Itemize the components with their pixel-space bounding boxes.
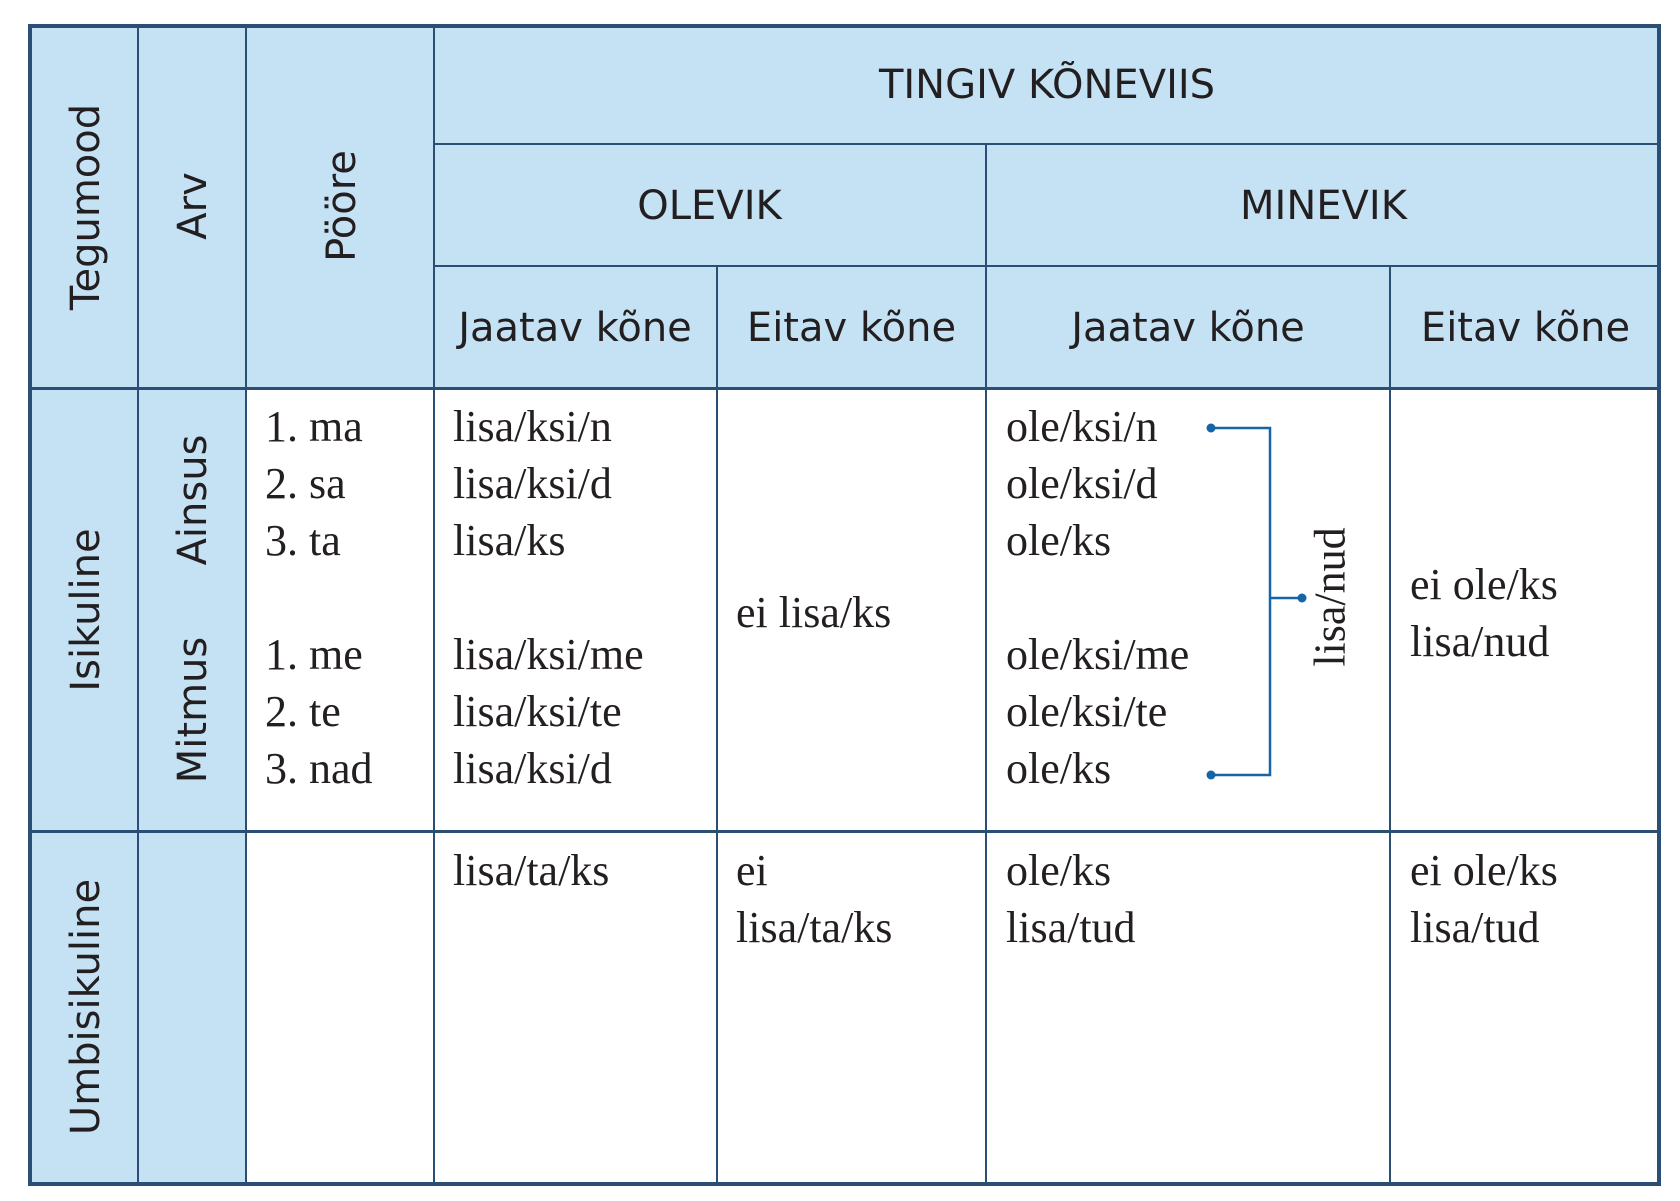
olevik-cell: [434, 145, 985, 265]
olevik-header: OLEVIK: [637, 183, 782, 229]
form: ei lisa/ks: [736, 588, 892, 637]
minevik-jaatav-cell: [987, 267, 1389, 387]
bracket-dot: [1207, 771, 1216, 780]
form: lisa/ksi/d: [453, 744, 612, 793]
umbisikuline-olevik-jaatav: [453, 842, 609, 899]
form: ole/ks: [1006, 516, 1112, 565]
bracket-dot: [1207, 424, 1216, 433]
form: ei ole/ks: [1410, 846, 1558, 895]
person-pl-1: 1. me: [265, 630, 363, 679]
ainsus-label: Ainsus: [170, 434, 216, 566]
person-pl-2: 2. te: [265, 687, 341, 736]
arv-header: Arv: [170, 172, 216, 240]
tegumood-header: Tegumood: [63, 103, 109, 311]
minevik-jaatav-header: Jaatav kõne: [1071, 305, 1305, 351]
form: ole/ksi/d: [1006, 459, 1158, 508]
form: lisa/tud: [1006, 903, 1136, 952]
form: ole/ksi/te: [1006, 687, 1168, 736]
mitmus-label: Mitmus: [170, 636, 216, 784]
form: ole/ks: [1006, 744, 1112, 793]
olevik-eitav-cell: [718, 267, 985, 387]
form: lisa/nud: [1410, 617, 1550, 666]
form: ole/ks: [1006, 846, 1112, 895]
form: ei ole/ks: [1410, 560, 1558, 609]
bracket-connector: [1200, 420, 1320, 780]
title-cell: [434, 26, 1660, 143]
umbisikuline-minevik-eitav: [1410, 842, 1558, 956]
form: lisa/ta/ks: [736, 903, 893, 952]
olevik-jaatav-forms: [453, 398, 644, 797]
form: ei: [736, 846, 768, 895]
minevik-eitav-forms: [1410, 556, 1558, 670]
minevik-eitav-header: Eitav kõne: [1420, 305, 1631, 351]
form: lisa/ks: [453, 516, 566, 565]
minevik-participle: lisa/nud: [1305, 527, 1355, 667]
form: ole/ksi/n: [1006, 402, 1158, 451]
persons-list: [265, 398, 373, 797]
person-pl-3: 3. nad: [265, 744, 373, 793]
form: lisa/ksi/me: [453, 630, 644, 679]
umbisikuline-minevik-jaatav: [1006, 842, 1136, 956]
person-sg-2: 2. sa: [265, 459, 346, 508]
umbisikuline-olevik-eitav: [736, 842, 892, 956]
olevik-eitav-form: [736, 584, 891, 641]
form: lisa/tud: [1410, 903, 1540, 952]
umbisikuline-label: Umbisikuline: [63, 878, 109, 1136]
form: ole/ksi/me: [1006, 630, 1190, 679]
poore-header: Pööre: [319, 150, 365, 262]
form: lisa/ksi/te: [453, 687, 622, 736]
olevik-jaatav-cell: [434, 267, 716, 387]
minevik-eitav-cell: [1391, 267, 1660, 387]
minevik-jaatav-forms: [1006, 398, 1189, 797]
form: lisa/ta/ks: [453, 846, 610, 895]
form: lisa/ksi/n: [453, 402, 612, 451]
olevik-eitav-header: Eitav kõne: [746, 305, 957, 351]
isikuline-label: Isikuline: [63, 528, 109, 692]
olevik-jaatav-header: Jaatav kõne: [458, 305, 692, 351]
minevik-cell: [987, 145, 1660, 265]
table-title: TINGIV KÕNEVIIS: [878, 62, 1216, 108]
person-sg-1: 1. ma: [265, 402, 363, 451]
form: lisa/ksi/d: [453, 459, 612, 508]
minevik-header: MINEVIK: [1240, 183, 1407, 229]
person-sg-3: 3. ta: [265, 516, 341, 565]
